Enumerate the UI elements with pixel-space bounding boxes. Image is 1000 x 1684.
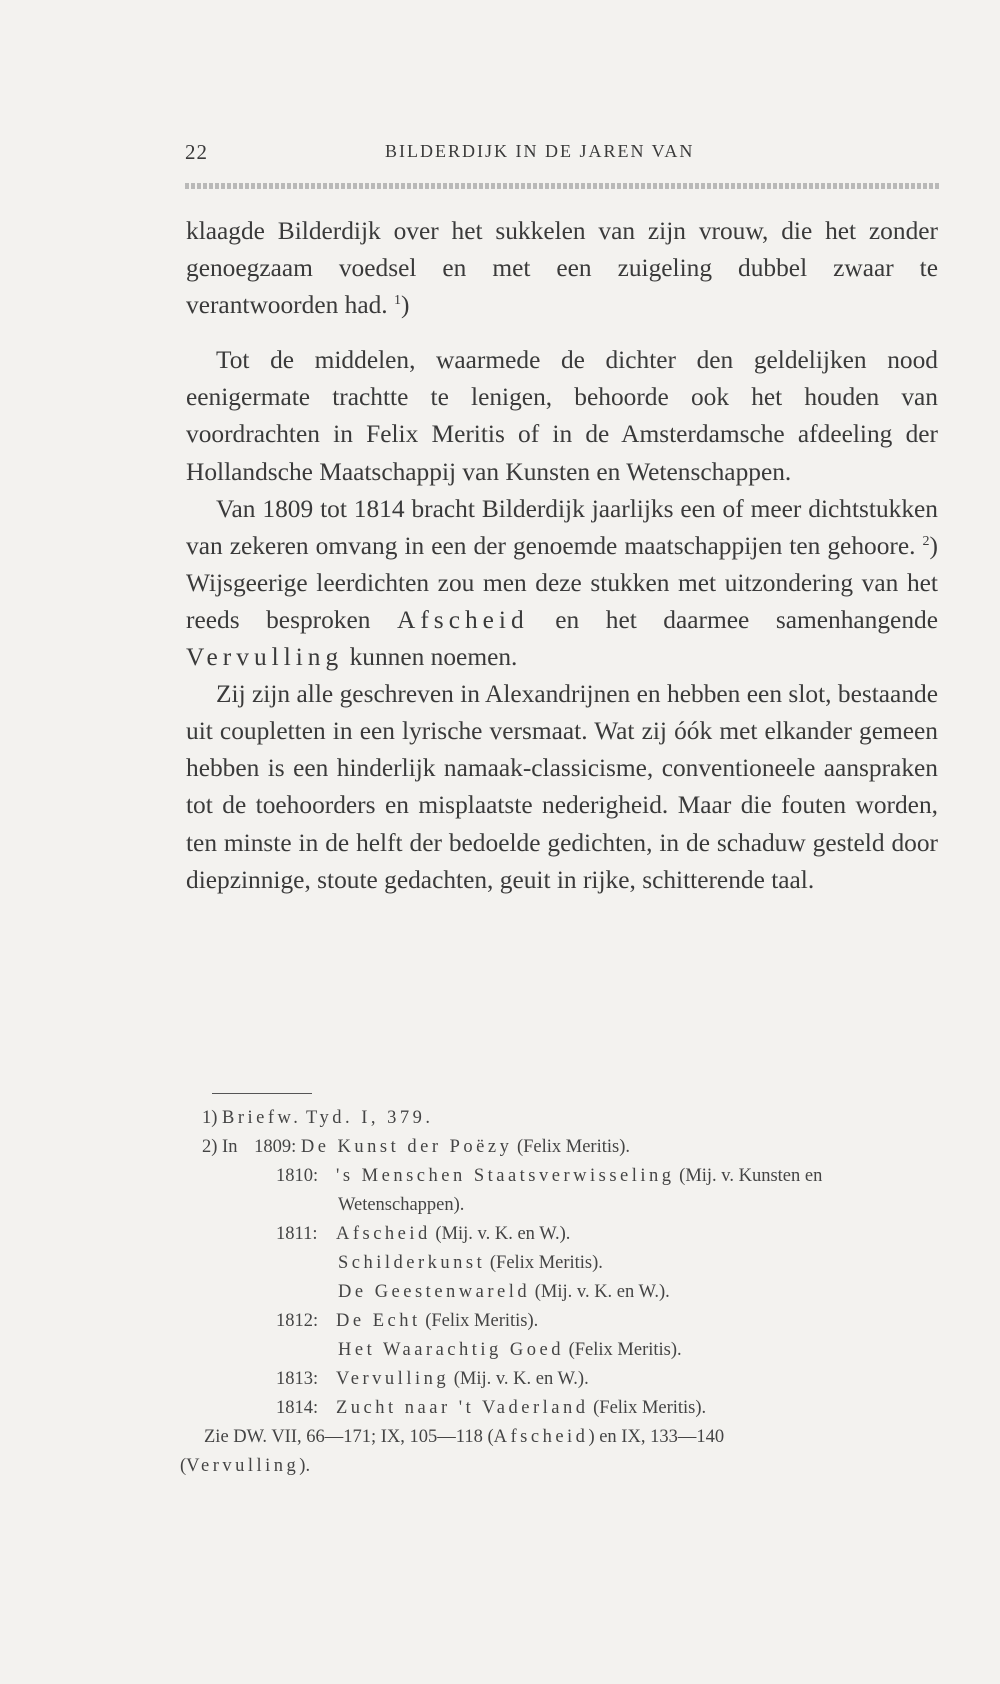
footnote-2-entry (180, 1336, 950, 1365)
footnote-text: (Mij. v. K. en W.). (435, 1224, 571, 1244)
footnote-year: 1809: (254, 1137, 297, 1157)
paragraph-3-part-a: Van 1809 tot 1814 bracht Bilderdijk jaarlijks een of meer dichtstukken van zekeren omvang in een der genoemde maatschappijen ten gehoore. (186, 494, 938, 560)
footnote-text: (Felix Meritis). (489, 1253, 603, 1273)
footnote-year: 1812: (276, 1311, 319, 1331)
footnote-title: Briefw. (222, 1108, 302, 1128)
footnote-title: De Echt (336, 1311, 421, 1331)
paragraph-4: Zij zijn alle geschreven in Alexandrijnen en hebben een slot, bestaande uit coupletten in een lyrische versmaat. Wat zij óók met elkander gemeen hebben is een hinderlijk namaak-classicisme, conventioneele aanspraken tot de toehoorders en misplaatste nederigheid. Maar die fouten worden, ten minste in de helft der bedoelde gedichten, in de schaduw gesteld door diepzinnige, stoute gedachten, geuit in rijke, schitterende taal. (186, 680, 938, 894)
footnote-text: (Felix Meritis). (425, 1311, 539, 1331)
footnote-text: ) en IX, 133—140 (588, 1427, 725, 1447)
footnote-ref-2: 2 (922, 533, 930, 549)
footnote-2-entry (180, 1394, 950, 1423)
footnote-title: De Kunst der Poëzy (300, 1137, 513, 1157)
footnote-2-first (180, 1133, 950, 1162)
footnote-text: Tyd. I, 379. (305, 1108, 434, 1128)
page-number: 22 (185, 140, 208, 164)
footnote-ref-1-close: ) (401, 291, 410, 320)
footnote-text: Zie DW. VII, 66—171; IX, 105—118 ( (204, 1427, 494, 1447)
title-afscheid: Afscheid (397, 605, 529, 634)
footnote-title: 's Menschen Staatsverwisseling (336, 1166, 675, 1186)
footnote-title: De Geestenwareld (338, 1282, 531, 1302)
footnote-1 (180, 1104, 950, 1133)
footnote-text: (Felix Meritis). (593, 1398, 707, 1418)
footnote-text: ( (180, 1456, 187, 1476)
footnote-rule (212, 1093, 312, 1094)
footnote-text: Wetenschappen). (338, 1195, 465, 1215)
page-header (185, 140, 940, 170)
footnote-2-reference-cont (180, 1452, 950, 1481)
footnote-year: 1811: (276, 1224, 318, 1244)
header-rule (185, 183, 940, 189)
footnote-2-entry (180, 1365, 950, 1394)
paragraph-1-text: klaagde Bilderdijk over het sukkelen van zijn vrouw, die het zonder genoegzaam voedsel en met een zuigeling dubbel zwaar te verantwoorden had. (186, 217, 938, 320)
footnote-text: (Felix Meritis). (516, 1137, 630, 1157)
footnote-text: (Mij. v. K. en W.). (453, 1369, 589, 1389)
footnote-text: (Mij. v. K. en W.). (534, 1282, 670, 1302)
footnote-marker: 2) In (202, 1137, 238, 1157)
footnote-title: Het Waarachtig Goed (338, 1340, 564, 1360)
paragraph-3-part-b: ) Wijsgeerige leerdichten zou men deze stukken met uitzondering van het reeds besproken (186, 531, 938, 634)
paragraph-3 (186, 491, 938, 676)
paragraph-2: Tot de middelen, waarmede de dichter den geldelijken nood eenigermate trachtte te lenigen, behoorde ook het houden van voordrachten in Felix Meritis of in de Amsterdamsche afdeeling der Hollandsche Maatschappij van Kunsten en Wetenschappen. (186, 346, 938, 486)
footnote-2-entry (180, 1191, 950, 1220)
footnote-title: Vervulling (186, 1456, 300, 1476)
footnote-title: Zucht naar 't Vaderland (336, 1398, 589, 1418)
footnote-text: (Mij. v. Kunsten en (679, 1166, 823, 1186)
footnote-2-entry (180, 1278, 950, 1307)
footnote-ref-1: 1 (394, 293, 401, 309)
footnote-title: Vervulling (336, 1369, 450, 1389)
paragraph-1 (186, 213, 938, 324)
paragraph-3-part-c: en het daarmee samenhangende (555, 605, 938, 634)
footnote-title: Schilderkunst (338, 1253, 486, 1273)
footnote-text: (Felix Meritis). (568, 1340, 682, 1360)
footnote-title: Afscheid (493, 1427, 589, 1447)
footnote-marker: 1) (202, 1108, 218, 1128)
footnotes (180, 1104, 950, 1481)
footnote-text: ). (299, 1456, 311, 1476)
footnote-year: 1810: (276, 1166, 319, 1186)
title-vervulling: Vervulling (186, 643, 344, 672)
footnote-year: 1813: (276, 1369, 319, 1389)
paragraph-3-part-d: kunnen noemen. (349, 643, 518, 672)
main-text (186, 213, 938, 899)
footnote-year: 1814: (276, 1398, 319, 1418)
footnote-title: Afscheid (336, 1224, 431, 1244)
running-head: BILDERDIJK IN DE JAREN VAN (385, 141, 695, 161)
footnote-2-reference (180, 1423, 950, 1452)
footnote-2-entry (180, 1307, 950, 1336)
footnote-2-entry (180, 1220, 950, 1249)
footnote-2-entry (180, 1162, 950, 1191)
footnote-2-entry (180, 1249, 950, 1278)
